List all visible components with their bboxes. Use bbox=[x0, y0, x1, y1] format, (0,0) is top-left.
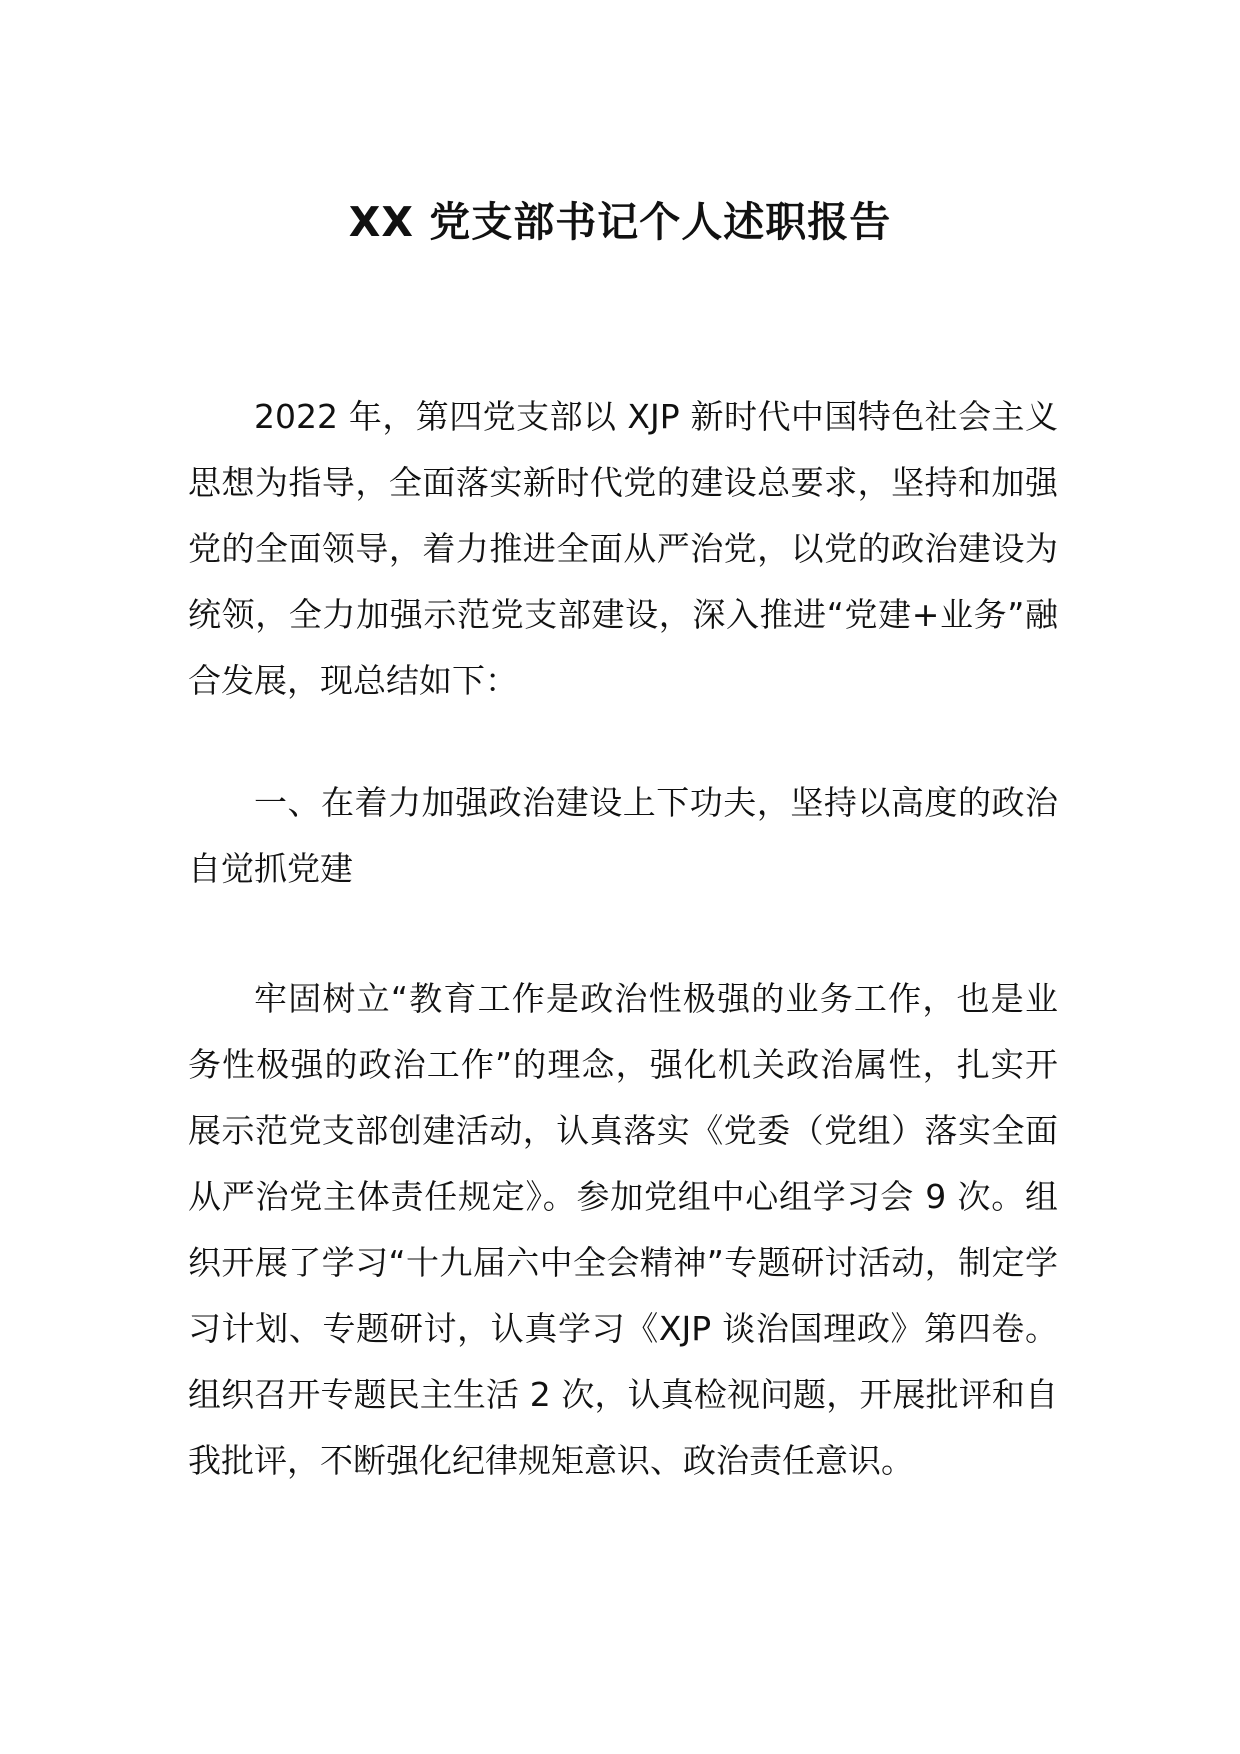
body-paragraph: 牢固树立“教育工作是政治性极强的业务工作，也是业务性极强的政治工作”的理念，强化机关政治属性，扎实开展示范党支部创建活动，认真落实《党委（党组）落实全面从严治党主体责任规定》。参加党组中心组学习会 9 次。组织开展了学习“十九届六中全会精神”专题研讨活动，制定学习计划、专题研讨，认真学习《XJP 谈治国理政》第四卷。组织召开专题民主生活 2 次，认真检视问题，开展批评和自我批评，不断强化纪律规矩意识、政治责任意识。 bbox=[188, 979, 1058, 1480]
section-heading-1: 一、在着力加强政治建设上下功夫，坚持以高度的政治自觉抓党建 bbox=[188, 783, 1058, 888]
intro-paragraph: 2022 年，第四党支部以 XJP 新时代中国特色社会主义思想为指导，全面落实新时代党的建设总要求，坚持和加强党的全面领导，着力推进全面从严治党，以党的政治建设为统领，全力加强示范党支部建设，深入推进“党建+业务”融合发展，现总结如下： bbox=[188, 397, 1058, 700]
document-title: XX 党支部书记个人述职报告 bbox=[348, 198, 892, 246]
